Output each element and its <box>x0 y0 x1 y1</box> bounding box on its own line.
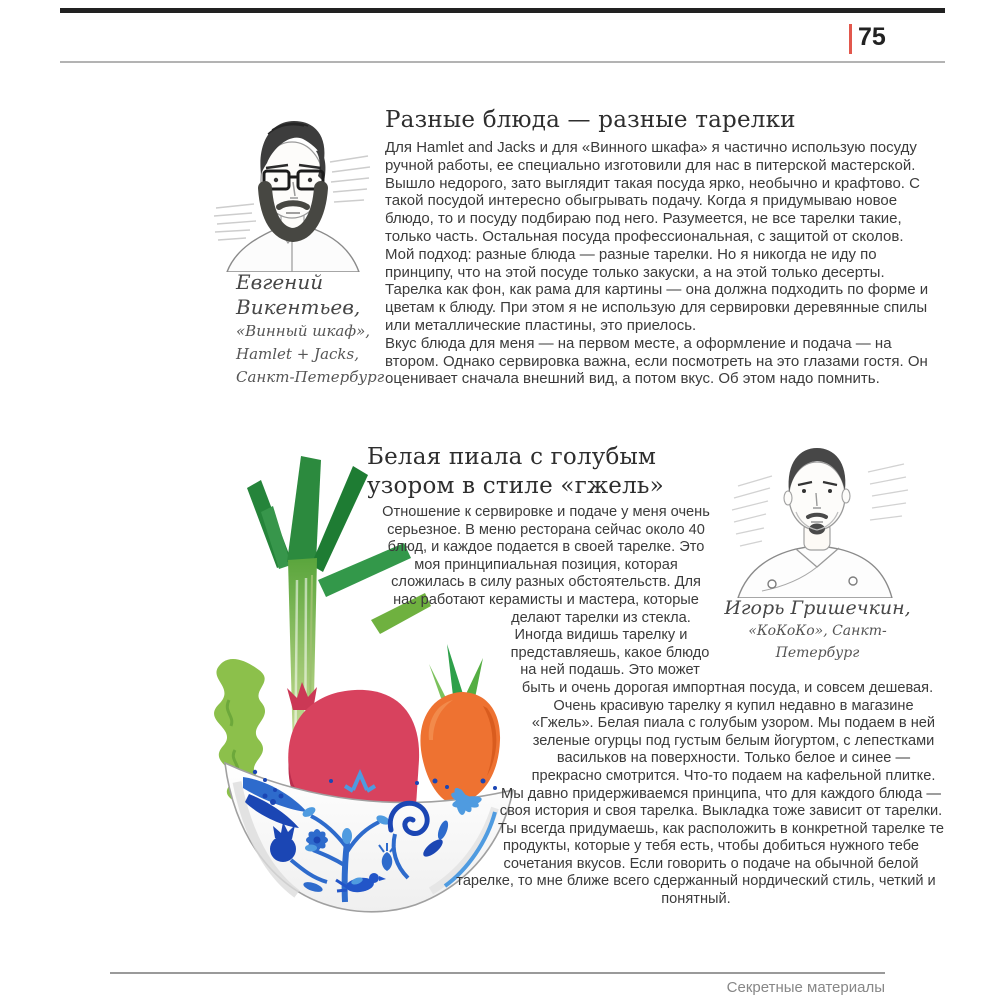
author-name: Игорь Гришечкин, <box>724 597 911 619</box>
page-number-marker <box>849 24 852 54</box>
page-number-block <box>840 22 945 58</box>
page-number: 75 <box>858 23 886 51</box>
footer-rule <box>110 972 885 974</box>
header-rule-bottom <box>60 61 945 63</box>
section2-heading-line2: узором в стиле «гжель» <box>367 473 664 499</box>
section2-paragraph: Отношение к сервировке и подаче у меня очень серьезное. В меню ресторана сейчас около 40 блюд, и каждое подается в своей тарелке. Это моя принципиальная позиция, которая сложилась в силу разных обстоятельств. Для нас работают керамисты и мастера, которые делают тарелки из стекла. <box>382 504 710 626</box>
author-caption-evgeniy <box>236 270 386 389</box>
header-rule-top <box>60 8 945 13</box>
section1-text <box>385 139 945 388</box>
author-first-name: Евгений <box>236 270 324 294</box>
section2-text <box>342 504 945 909</box>
footer-label: Секретные материалы <box>726 979 885 996</box>
text-wrap-spacer <box>342 773 497 827</box>
text-wrap-spacer <box>342 647 510 701</box>
section1-heading: Разные блюда — разные тарелки <box>385 107 796 133</box>
author-affiliation: Санкт-Петербург <box>236 368 385 386</box>
text-wrap-spacer <box>342 611 492 647</box>
text-wrap-spacer <box>342 827 477 863</box>
section2-paragraph: Иногда видишь тарелку и представляешь, какое блюдо на ней подашь. Это может быть и очень дорогая импортная посуда, и совсем дешевая. Очень красивую тарелку я купил недавно в магазине «Гжель». Белая пиала с голубым узором. Мы подаем в ней зеленые огурцы под густым белым йогуртом, с лепестками васильков на поверхности. Только белое и синее — прекрасно смотрится. Что-то подаем на кафельной плитке. Мы давно придерживаемся принципа, что для каждого блюда — своя история и своя тарелка. Выкладка тоже зависит от тарелки. Ты всегда придумаешь, как расположить в конкретной тарелке те продукты, которые у тебя есть, чтобы добиться нужного тебе сочетания вкусов. Если говорить о подаче на обычной белой тарелке, то мне ближе всего сдержанный нордический стиль, четкий и понятный. <box>456 627 945 908</box>
author-last-name: Викентьев, <box>236 295 361 319</box>
section2-heading-line1: Белая пиала с голубым <box>367 444 657 470</box>
text-wrap-spacer <box>342 701 522 773</box>
section1-paragraph: Для Hamlet and Jacks и для «Винного шкафа» я частично использую посуду ручной работы, ее специально изготовили для нас в питерской мастерской. Вышло недорого, зато выглядит такая посуда ярко, необычно и крафтово. С такой посудой интересно обыгрывать подачу. Когда я придумываю новое блюдо, то и посуду подбираю под него. Разумеется, не все тарелки такие, только часть. Остальная посуда профессиональная, с защитой от сколов. <box>385 139 920 245</box>
author-affiliation: «Винный шкаф», <box>236 322 371 340</box>
author-affiliation: Hamlet + Jacks, <box>236 345 359 363</box>
text-wrap-spacer <box>342 863 447 903</box>
section1-paragraph: Мой подход: разные блюда — разные тарелки. Но я никогда не иду по принципу, что на этой посуде только закуски, а на этой только десерты. Тарелка как фон, как рама для картины — она должна подходить по форме и цветам к блюду. При этом я не использую для сервировки деревянные спилы или металлические пластины, это приелось. <box>385 245 929 334</box>
author-affiliation: «КоКоКо», Санкт-Петербург <box>748 623 887 661</box>
text-wrap-spacer <box>342 504 382 611</box>
section1-paragraph: Вкус блюда для меня — на первом месте, а оформление и подача — на втором. Однако сервировка важна, если посмотреть на это глазами гостя. Он оценивает сначала внешний вид, а потом вкус. Об этом надо помнить. <box>385 334 928 388</box>
text-wrap-spacer <box>710 504 945 666</box>
portrait-evgeniy-illustration <box>212 110 372 272</box>
